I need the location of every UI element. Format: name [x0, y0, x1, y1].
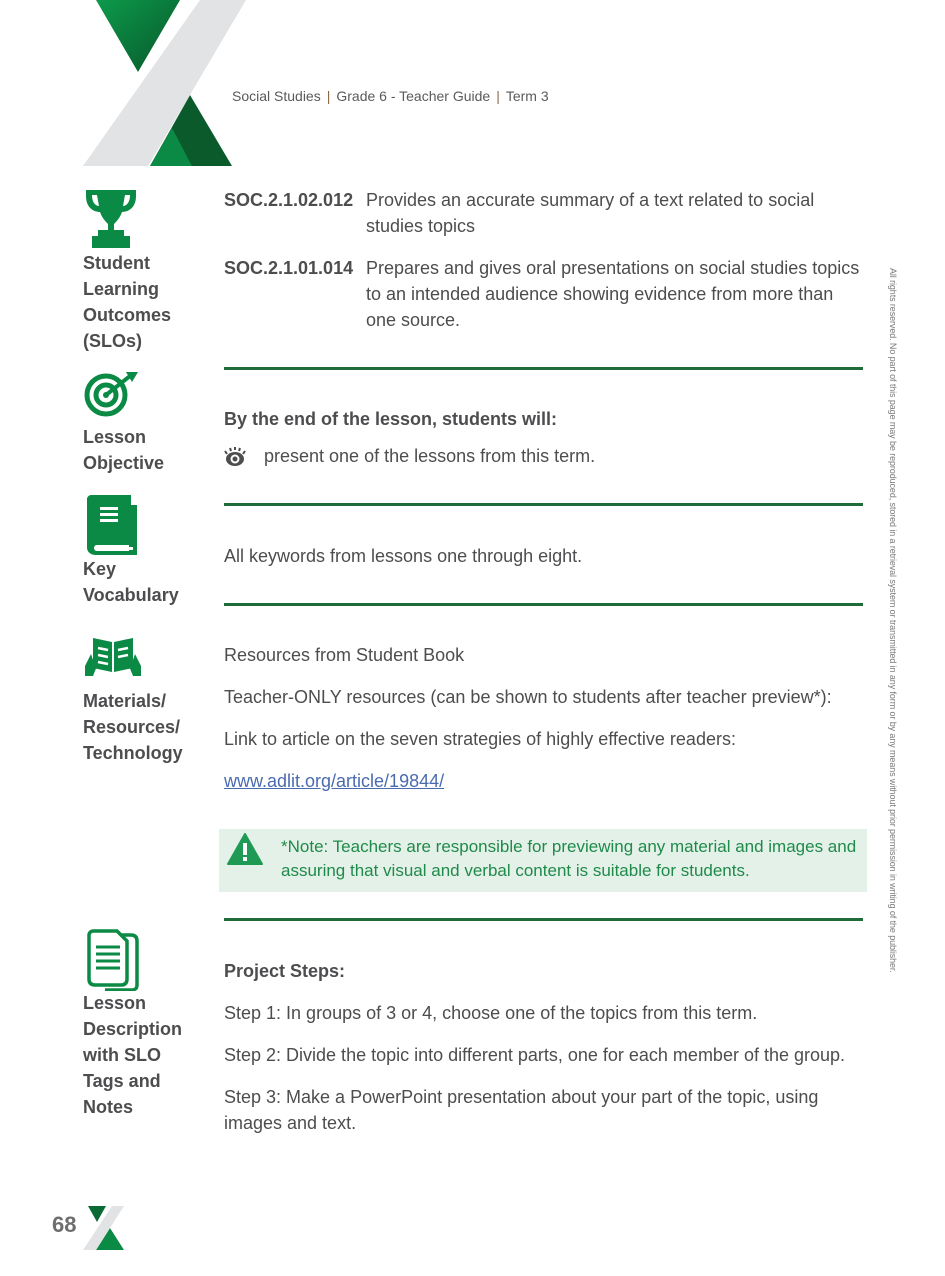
slos-label-line: Outcomes: [83, 305, 172, 325]
slo-description: Provides an accurate summary of a text related to social studies topics: [366, 190, 815, 236]
materials-content: [224, 642, 864, 794]
materials-teacher-only: Teacher-ONLY resources (can be shown to students after teacher preview*):: [224, 687, 832, 707]
footer-x-logo: [82, 1206, 126, 1250]
description-label-line: with SLO: [83, 1045, 161, 1065]
page-number: 68: [52, 1212, 77, 1237]
objective-label-line: Lesson: [83, 427, 147, 447]
description-label-line: Description: [83, 1019, 183, 1039]
vocabulary-label-line: Vocabulary: [83, 585, 179, 605]
project-step: Step 2: Divide the topic into different parts, one for each member of the group.: [224, 1045, 846, 1065]
section-divider: [224, 503, 863, 506]
materials-student-book: Resources from Student Book: [224, 645, 465, 665]
header-subject: Social Studies: [232, 88, 321, 104]
slos-label-line: (SLOs): [83, 331, 143, 351]
header-breadcrumb: [232, 88, 549, 104]
book-icon: [87, 495, 139, 555]
description-label-line: Lesson: [83, 993, 147, 1013]
slos-list: [224, 187, 864, 349]
note-callout: [219, 829, 867, 892]
documents-icon: [87, 929, 141, 991]
warning-icon: [227, 833, 263, 865]
objective-intro: By the end of the lesson, students will:: [224, 409, 558, 429]
project-steps-heading: Project Steps:: [224, 961, 346, 981]
trophy-icon: [84, 188, 138, 250]
description-content: [224, 958, 864, 1136]
target-icon: [84, 370, 140, 418]
header-separator: |: [496, 88, 500, 104]
project-step: Step 3: Make a PowerPoint presentation about your part of the topic, using images and text.: [224, 1087, 819, 1133]
description-label-line: Notes: [83, 1097, 134, 1117]
copyright-notice: All rights reserved. No part of this page may be reproduced, stored in a retrieval system or transmitted in any form or by any means without prior permission in writing of the publisher.: [888, 268, 898, 973]
slo-code: SOC.2.1.02.012: [224, 190, 354, 210]
header-separator: |: [326, 88, 331, 104]
slo-item: [224, 187, 864, 239]
header-x-logo: [82, 0, 252, 168]
vocabulary-text: All keywords from lessons one through eight.: [224, 546, 583, 566]
article-link[interactable]: www.adlit.org/article/19844/: [224, 771, 445, 791]
slos-label-line: Student: [83, 253, 150, 273]
vocabulary-label: [83, 556, 203, 608]
header-term: Term 3: [505, 88, 549, 104]
objective-item-text: present one of the lessons from this term.: [264, 446, 596, 466]
vocabulary-label-line: Key: [83, 559, 117, 579]
materials-label: [83, 688, 203, 766]
project-step: Step 1: In groups of 3 or 4, choose one of the topics from this term.: [224, 1003, 758, 1023]
objective-item: [224, 443, 864, 469]
slo-code: SOC.2.1.01.014: [224, 258, 354, 278]
objective-content: [224, 406, 864, 469]
materials-article-intro: Link to article on the seven strategies of highly effective readers:: [224, 729, 736, 749]
section-divider: [224, 367, 863, 370]
slo-item: [224, 255, 864, 333]
materials-label-line: Materials/: [83, 691, 167, 711]
materials-label-line: Resources/: [83, 717, 181, 737]
slo-description: Prepares and gives oral presentations on social studies topics to an intended audience showing evidence from more than one source.: [366, 258, 860, 330]
slos-label-line: Learning: [83, 279, 160, 299]
eye-icon: [224, 446, 246, 468]
description-label: [83, 990, 203, 1120]
reading-hands-icon: [83, 636, 143, 678]
objective-label: [83, 424, 203, 476]
materials-label-line: Technology: [83, 743, 183, 763]
note-text: *Note: Teachers are responsible for previewing any material and images and assuring that visual and verbal content is suitable for students.: [281, 837, 857, 880]
description-label-line: Tags and: [83, 1071, 161, 1091]
slos-label: [83, 250, 203, 354]
section-divider: [224, 603, 863, 606]
header-guide: Grade 6 - Teacher Guide: [336, 88, 491, 104]
section-divider: [224, 918, 863, 921]
objective-label-line: Objective: [83, 453, 165, 473]
